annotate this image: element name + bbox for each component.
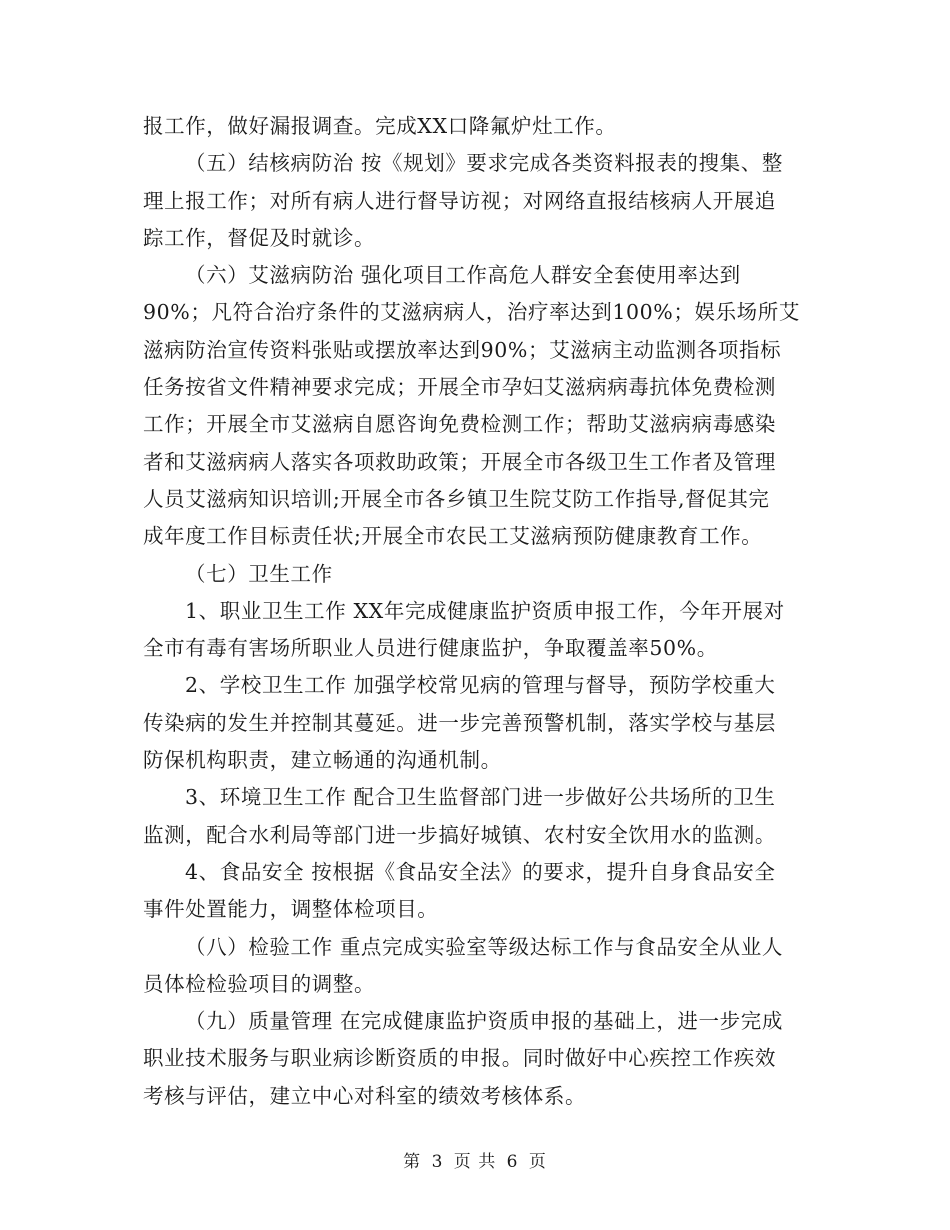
- page-current-number: 3: [431, 1152, 444, 1172]
- text-line: 事件处置能力，调整体检项目。: [143, 897, 439, 922]
- text-line: （七）卫生工作: [185, 561, 333, 586]
- text-line: 全市有毒有害场所职业人员进行健康监护，争取覆盖率50%。: [143, 636, 718, 661]
- page-label-prefix: 第: [403, 1152, 422, 1172]
- page-footer: [0, 1147, 950, 1172]
- text-line: 滋病防治宣传资料张贴或摆放率达到90%；艾滋病主动监测各项指标: [143, 337, 782, 362]
- text-line: 1、职业卫生工作 XX年完成健康监护资质申报工作，今年开展对: [185, 598, 785, 623]
- text-line: 任务按省文件精神要求完成；开展全市孕妇艾滋病病毒抗体免费检测: [143, 375, 776, 400]
- text-line: 理上报工作；对所有病人进行督导访视；对网络直报结核病人开展追: [143, 188, 776, 213]
- text-line: 踪工作，督促及时就诊。: [143, 225, 376, 250]
- text-line: 员体检检验项目的调整。: [143, 971, 376, 996]
- text-line: 2、学校卫生工作 加强学校常见病的管理与督导，预防学校重大: [185, 673, 776, 698]
- text-line: 4、食品安全 按根据《食品安全法》的要求，提升自身食品安全: [185, 859, 776, 884]
- text-line: 传染病的发生并控制其蔓延。进一步完善预警机制，落实学校与基层: [143, 710, 776, 735]
- text-line: 工作；开展全市艾滋病自愿咨询免费检测工作；帮助艾滋病病毒感染: [143, 412, 776, 437]
- text-line: 人员艾滋病知识培训;开展全市各乡镇卫生院艾防工作指导,督促其完: [143, 486, 770, 511]
- text-line: （六）艾滋病防治 强化项目工作高危人群安全套使用率达到: [185, 263, 741, 288]
- page-label-suffix: 页: [528, 1152, 547, 1172]
- text-line: （九）质量管理 在完成健康监护资质申报的基础上，进一步完成: [185, 1009, 783, 1034]
- page-total-number: 6: [506, 1152, 519, 1172]
- text-line: 防保机构职责，建立畅通的沟通机制。: [143, 748, 502, 773]
- document-body: [143, 108, 809, 1115]
- text-line: 职业技术服务与职业病诊断资质的申报。同时做好中心疾控工作疾效: [143, 1046, 776, 1071]
- text-line: 90%；凡符合治疗条件的艾滋病病人，治疗率达到100%；娱乐场所艾: [143, 300, 800, 325]
- text-line: 监测，配合水利局等部门进一步搞好城镇、农村安全饮用水的监测。: [143, 822, 776, 847]
- page-label-mid: 页 共: [453, 1152, 497, 1172]
- text-line: 3、环境卫生工作 配合卫生监督部门进一步做好公共场所的卫生: [185, 785, 776, 810]
- text-line: 成年度工作目标责任状;开展全市农民工艾滋病预防健康教育工作。: [143, 524, 763, 549]
- text-line: 考核与评估，建立中心对科室的绩效考核体系。: [143, 1083, 587, 1108]
- text-line: （八）检验工作 重点完成实验室等级达标工作与食品安全从业人: [185, 934, 783, 959]
- text-line: （五）结核病防治 按《规划》要求完成各类资料报表的搜集、整: [185, 151, 783, 176]
- text-line: 者和艾滋病病人落实各项救助政策；开展全市各级卫生工作者及管理: [143, 449, 776, 474]
- text-line: 报工作，做好漏报调查。完成XX口降氟炉灶工作。: [143, 114, 617, 138]
